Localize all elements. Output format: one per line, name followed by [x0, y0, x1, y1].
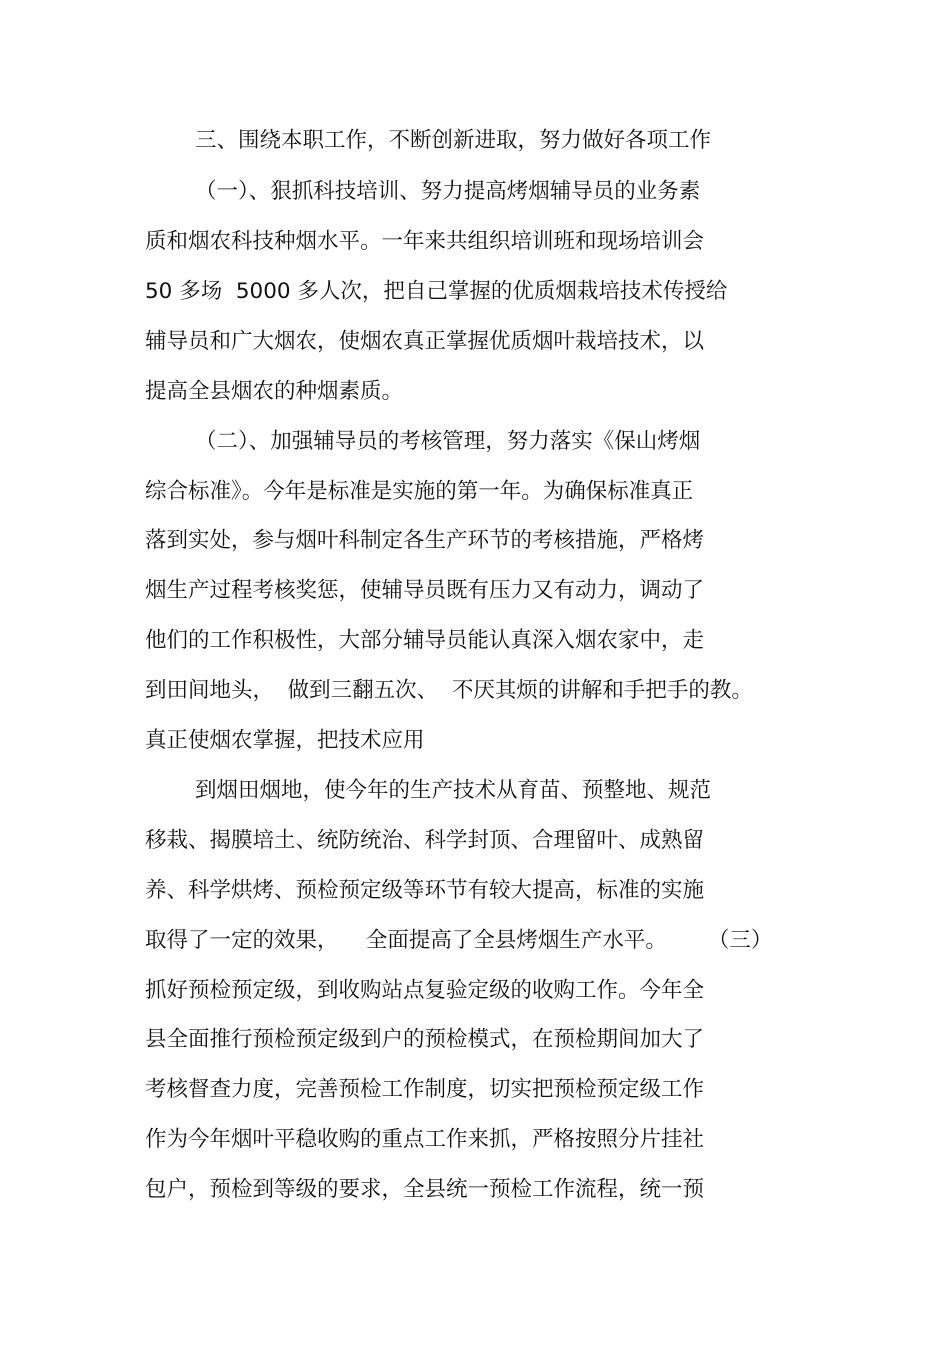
text-line: 到田间地头， 做到三翻五次、 不厌其烦的讲解和手把手的教。	[145, 678, 753, 703]
text-line: 三、围绕本职工作，不断创新进取，努力做好各项工作	[195, 128, 712, 153]
text-line: 作为今年烟叶平稳收购的重点工作来抓，严格按照分片挂社	[145, 1127, 705, 1152]
text-line: 移栽、揭膜培土、统防统治、科学封顶、合理留叶、成熟留	[145, 828, 705, 853]
text-line: 质和烟农科技种烟水平。一年来共组织培训班和现场培训会	[145, 229, 705, 254]
text-line: 县全面推行预检预定级到户的预检模式，在预检期间加大了	[145, 1027, 705, 1052]
text-line: 他们的工作积极性，大部分辅导员能认真深入烟农家中，走	[145, 628, 705, 653]
text-line: 真正使烟农掌握，把技术应用	[145, 728, 425, 753]
text-line: 综合标准》。今年是标准是实施的第一年。为确保标准真正	[145, 479, 694, 504]
text-line: 考核督查力度，完善预检工作制度，切实把预检预定级工作	[145, 1077, 705, 1102]
text-line: 落到实处，参与烟叶科制定各生产环节的考核措施，严格烤	[145, 528, 705, 553]
text-line: 取得了一定的效果， 全面提高了全县烤烟生产水平。 （三）	[145, 928, 773, 953]
text-line: 抓好预检预定级，到收购站点复验定级的收购工作。今年全	[145, 978, 705, 1003]
text-line: （二）、加强辅导员的考核管理，努力落实《保山烤烟	[195, 429, 701, 454]
text-line: （一）、狠抓科技培训、努力提高烤烟辅导员的业务素	[195, 179, 701, 204]
text-line: 50 多场 5000 多人次，把自己掌握的优质烟栽培技术传授给	[145, 279, 728, 304]
text-line: 烟生产过程考核奖惩，使辅导员既有压力又有动力，调动了	[145, 578, 705, 603]
text-line: 养、科学烘烤、预检预定级等环节有较大提高，标准的实施	[145, 878, 705, 903]
text-line: 提高全县烟农的种烟素质。	[145, 379, 404, 404]
text-line: 包户，预检到等级的要求，全县统一预检工作流程，统一预	[145, 1177, 705, 1202]
text-line: 辅导员和广大烟农，使烟农真正掌握优质烟叶栽培技术，以	[145, 329, 705, 354]
text-line: 到烟田烟地，使今年的生产技术从育苗、预整地、规范	[195, 778, 712, 803]
